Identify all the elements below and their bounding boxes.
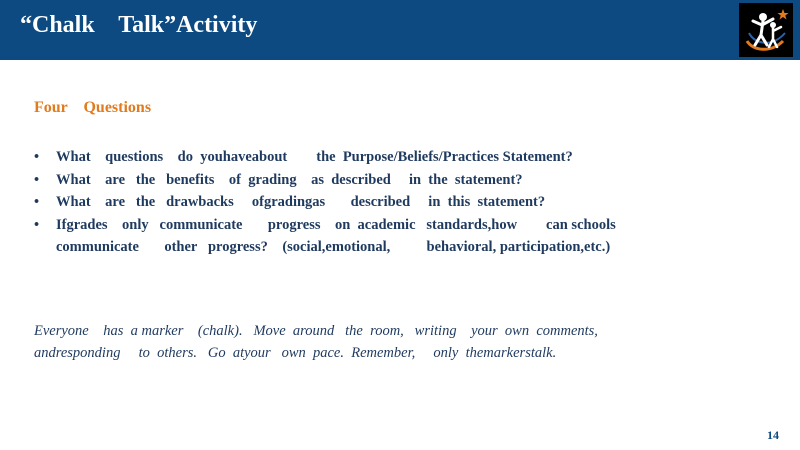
list-item: [34, 169, 654, 192]
bullet-icon: •: [34, 171, 40, 188]
question-text: Ifgrades only communicate progress on academic standards,how can schools communicate other progress? (social,emotional, behavioral, participation,etc.): [56, 216, 627, 255]
list-item: [34, 214, 654, 259]
bullet-icon: •: [34, 149, 40, 165]
title-bar: [0, 0, 800, 60]
section-heading: Four Questions: [34, 99, 152, 116]
bullet-icon: •: [34, 194, 40, 210]
list-item: [34, 146, 654, 169]
question-text: What are the drawbacks ofgradingas described in this statement?: [56, 194, 546, 210]
figures-logo-icon: [739, 3, 793, 57]
bullet-icon: •: [34, 216, 40, 233]
instructions-note: Everyone has a marker (chalk). Move around the room, writing your own comments, andresponding to others. Go atyour own pace. Remember, only themarkerstalk.: [34, 323, 602, 361]
slide-title: “Chalk Talk”Activity: [20, 12, 258, 38]
list-item: [34, 191, 654, 214]
question-text: What questions do youhaveabout the Purpose/Beliefs/Practices Statement?: [56, 149, 573, 165]
question-list: [34, 146, 654, 259]
question-text: What are the benefits of grading as described in the statement?: [56, 171, 523, 188]
page-number: 14: [767, 428, 779, 442]
